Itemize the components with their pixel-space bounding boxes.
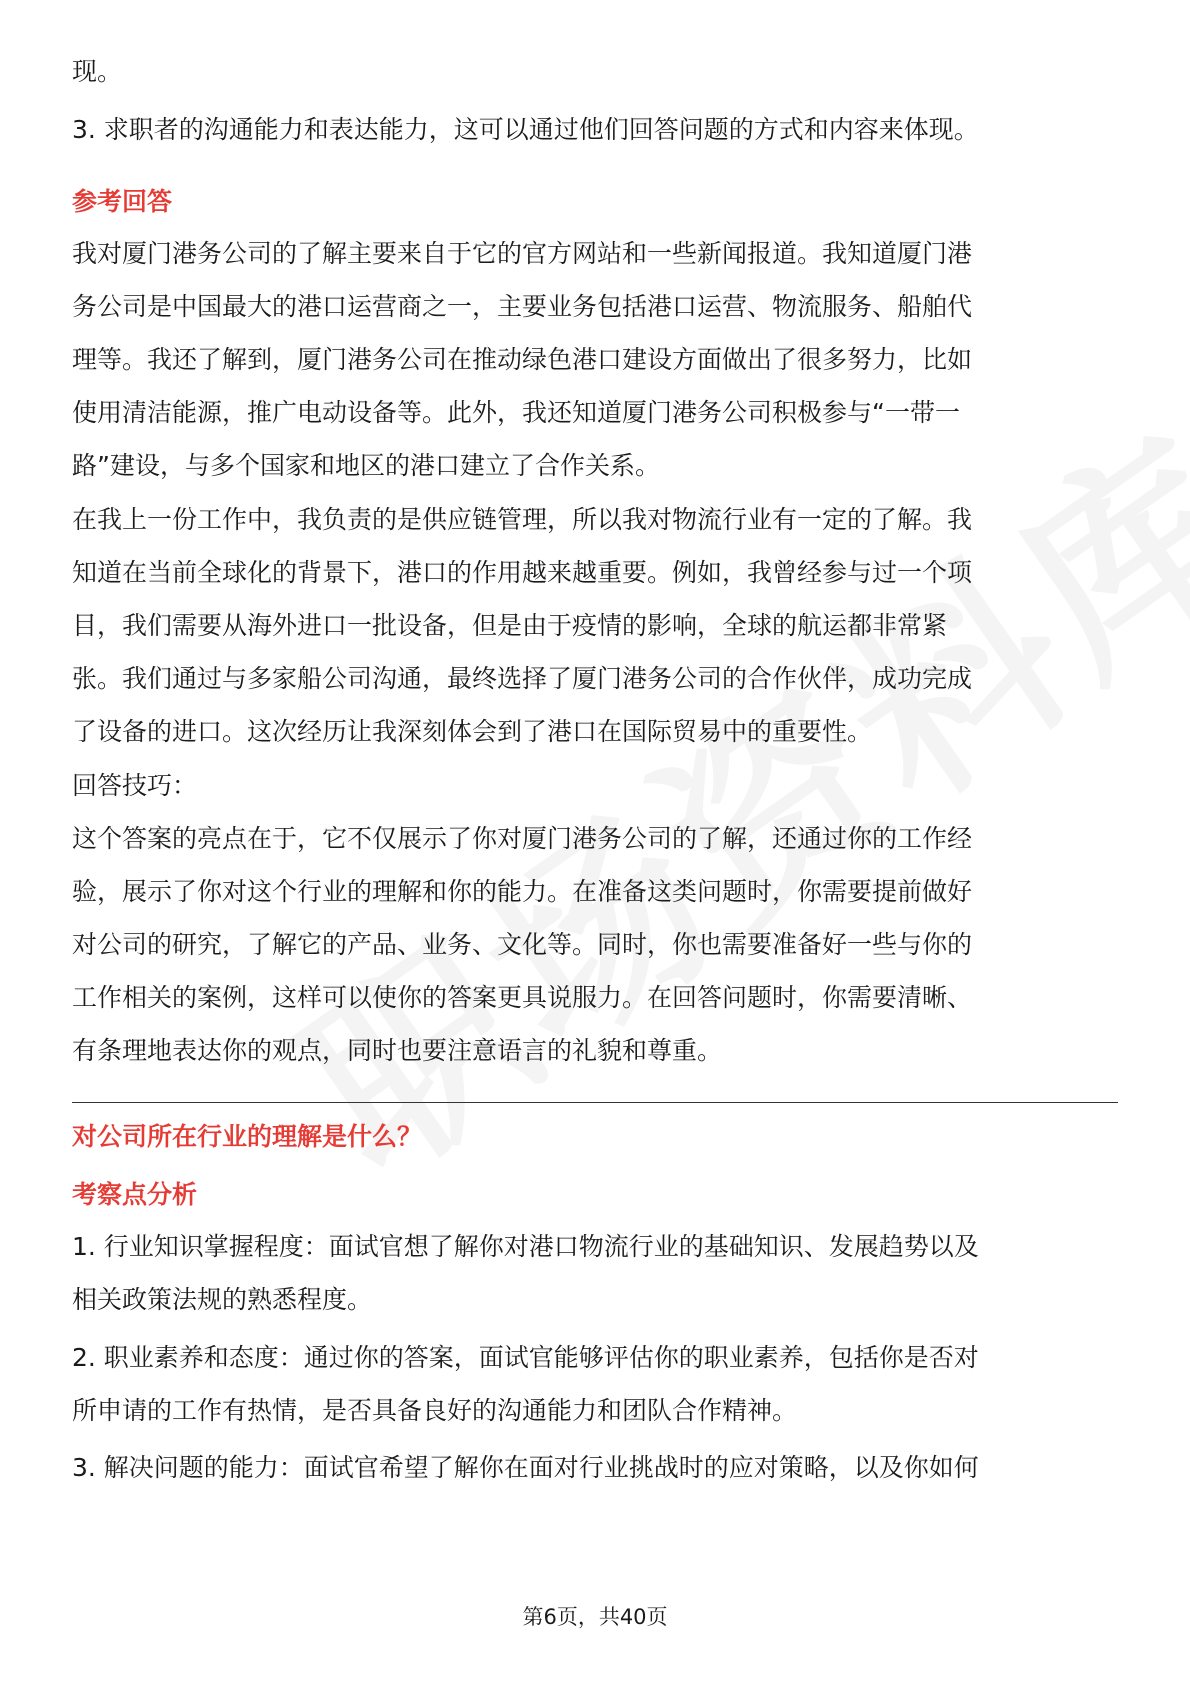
paragraph-line: 工作相关的案例，这样可以使你的答案更具说服力。在回答问题时，你需要清晰、: [72, 983, 973, 1012]
paragraph-line: 我对厦门港务公司的了解主要来自于它的官方网站和一些新闻报道。我知道厦门港: [72, 239, 973, 268]
paragraph-line: 在我上一份工作中，我负责的是供应链管理，所以我对物流行业有一定的了解。我: [72, 505, 973, 534]
list-item: 3. 求职者的沟通能力和表达能力，这可以通过他们回答问题的方式和内容来体现。: [72, 115, 979, 144]
continued-line: 现。: [72, 57, 123, 86]
tips-label: 回答技巧：: [72, 771, 198, 800]
list-item: 2. 职业素养和态度：通过你的答案，面试官能够评估你的职业素养，包括你是否对: [72, 1343, 979, 1372]
question-title: 对公司所在行业的理解是什么？: [72, 1122, 423, 1151]
list-item: 3. 解决问题的能力：面试官希望了解你在面对行业挑战时的应对策略，以及你如何: [72, 1453, 979, 1482]
paragraph-line: 务公司是中国最大的港口运营商之一，主要业务包括港口运营、物流服务、船舶代: [72, 292, 973, 321]
paragraph-line: 了设备的进口。这次经历让我深刻体会到了港口在国际贸易中的重要性。: [72, 717, 873, 746]
list-item-cont: 所申请的工作有热情，是否具备良好的沟通能力和团队合作精神。: [72, 1396, 798, 1425]
paragraph-line: 知道在当前全球化的背景下，港口的作用越来越重要。例如，我曾经参与过一个项: [72, 558, 973, 587]
list-item: 1. 行业知识掌握程度：面试官想了解你对港口物流行业的基础知识、发展趋势以及: [72, 1232, 979, 1261]
paragraph-line: 有条理地表达你的观点，同时也要注意语言的礼貌和尊重。: [72, 1036, 723, 1065]
analysis-heading: 考察点分析: [72, 1180, 198, 1209]
paragraph-line: 这个答案的亮点在于，它不仅展示了你对厦门港务公司的了解，还通过你的工作经: [72, 824, 973, 853]
paragraph-line: 张。我们通过与多家船公司沟通，最终选择了厦门港务公司的合作伙伴，成功完成: [72, 664, 973, 693]
paragraph-line: 路”建设，与多个国家和地区的港口建立了合作关系。: [72, 451, 660, 480]
paragraph-line: 理等。我还了解到，厦门港务公司在推动绿色港口建设方面做出了很多努力，比如: [72, 345, 973, 374]
list-item-cont: 相关政策法规的熟悉程度。: [72, 1285, 373, 1314]
paragraph-line: 验，展示了你对这个行业的理解和你的能力。在准备这类问题时，你需要提前做好: [72, 877, 973, 906]
page-number: 第6页，共40页: [522, 1605, 668, 1629]
answer-heading: 参考回答: [72, 187, 173, 216]
section-divider: [72, 1102, 1118, 1103]
paragraph-line: 使用清洁能源，推广电动设备等。此外，我还知道厦门港务公司积极参与“一带一: [72, 398, 960, 427]
paragraph-line: 目，我们需要从海外进口一批设备，但是由于疫情的影响，全球的航运都非常紧: [72, 611, 948, 640]
paragraph-line: 对公司的研究，了解它的产品、业务、文化等。同时，你也需要准备好一些与你的: [72, 930, 973, 959]
